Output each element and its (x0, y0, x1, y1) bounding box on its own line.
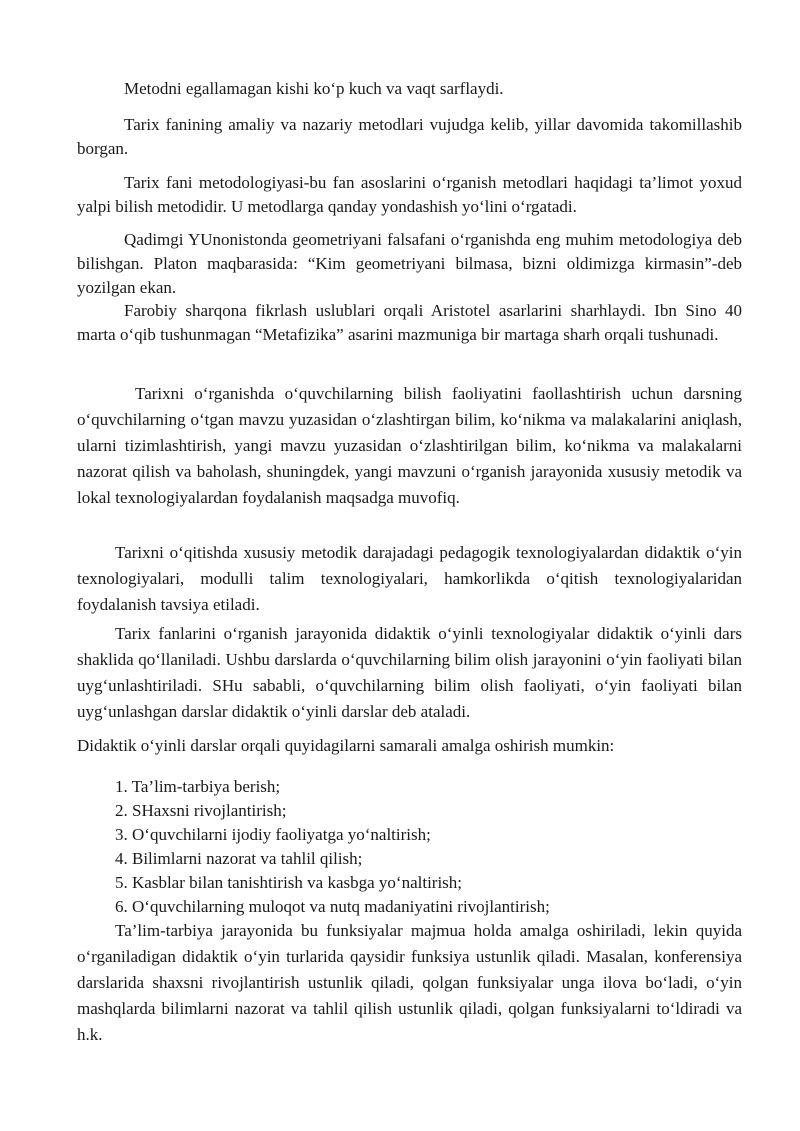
list-item: 5. Kasblar bilan tanishtirish va kasbga yo‘naltirish; (115, 873, 463, 892)
list-item: 2. SHaxsni rivojlantirish; (115, 801, 287, 820)
paragraph-cognitive-activity: Tarixni o‘rganishda o‘quvchilarning bilish faoliyatini faollashtirish uchun darsning o‘quvchilarning o‘tgan mavzu yuzasidan o‘zlashtirgan bilim, ko‘nikma va malakalarini aniqlash, ularni tizimlashtirish, yangi mavzu yuzasidan o‘zlashtirilgan bilim, ko‘nikma va malakalarni nazorat qilish va baholash, shuningdek, yangi mavzuni o‘rganish jarayonida xususiy metodik va lokal texnologiyalardan foydalanish maqsadga muvofiq. (77, 384, 742, 507)
paragraph-functions-summary: Ta’lim-tarbiya jarayonida bu funksiyalar majmua holda amalga oshiriladi, lekin quyida o‘rganiladigan didaktik o‘yin turlarida qaysidir funksiya ustunlik qiladi. Masalan, konferensiya darslarida shaxsni rivojlantirish ustunlik qiladi, qolgan funksiyalar unga ilova bo‘ladi, o‘yin mashqlarda bilimlarni nazorat va tahlil qilish ustunlik qiladi, qolgan funksiyalarni to‘ldiradi va h.k. (77, 921, 742, 1044)
list-item: 4. Bilimlarni nazorat va tahlil qilish; (115, 849, 363, 868)
paragraph-pedagogical-technologies: Tarixni o‘qitishda xususiy metodik darajadagi pedagogik texnologiyalardan didaktik o‘yin texnologiyalari, modulli talim texnologiyalari, hamkorlikda o‘qitish texnologiyalaridan foydalanish tavsiya etiladi. (77, 543, 742, 614)
paragraph-list-intro: Didaktik o‘yinli darslar orqali quyidagilarni samarali amalga oshirish mumkin: (77, 736, 615, 755)
paragraph-didactic-games: Tarix fanlarini o‘rganish jarayonida didaktik o‘yinli texnologiyalar didaktik o‘yinli dars shaklida qo‘llaniladi. Ushbu darslarda o‘quvchilarning bilim olish jarayonini o‘yin faoliyati bilan uyg‘unlashtiriladi. SHu sababli, o‘quvchilarning bilim olish faoliyati, o‘yin faoliyati bilan uyg‘unlashgan darslar didaktik o‘yinli darslar deb ataladi. (77, 624, 742, 721)
list-item: 6. O‘quvchilarning muloqot va nutq madaniyatini rivojlantirish; (115, 897, 550, 916)
paragraph-history-methods: Tarix fanining amaliy va nazariy metodlari vujudga kelib, yillar davomida takomillashib borgan. (77, 115, 742, 158)
functions-list (115, 775, 550, 919)
paragraph-methodology-definition: Tarix fani metodologiyasi-bu fan asoslarini o‘rganish metodlari haqidagi ta’limot yoxud yalpi bilish metodidir. U metodlarga qanday yondashish yo‘lini o‘rgatadi. (77, 173, 742, 216)
list-item: 1. Ta’lim-tarbiya berish; (115, 777, 281, 796)
paragraph-farobiy-ibn-sino: Farobiy sharqona fikrlash uslublari orqali Aristotel asarlarini sharhlaydi. Ibn Sino 40 marta o‘qib tushunmagan “Metafizika” asarini mazmuniga bir martaga sharh orqali tushunadi. (77, 301, 742, 344)
paragraph-ancient-greece: Qadimgi YUnonistonda geometriyani falsafani o‘rganishda eng muhim metodologiya deb bilishgan. Platon maqbarasida: “Kim geometriyani bilmasa, bizni oldimizga kirmasin”-deb yozilgan ekan. (77, 230, 742, 297)
paragraph-method-mastery: Metodni egallamagan kishi ko‘p kuch va vaqt sarflaydi. (124, 79, 504, 98)
list-item: 3. O‘quvchilarni ijodiy faoliyatga yo‘naltirish; (115, 825, 431, 844)
